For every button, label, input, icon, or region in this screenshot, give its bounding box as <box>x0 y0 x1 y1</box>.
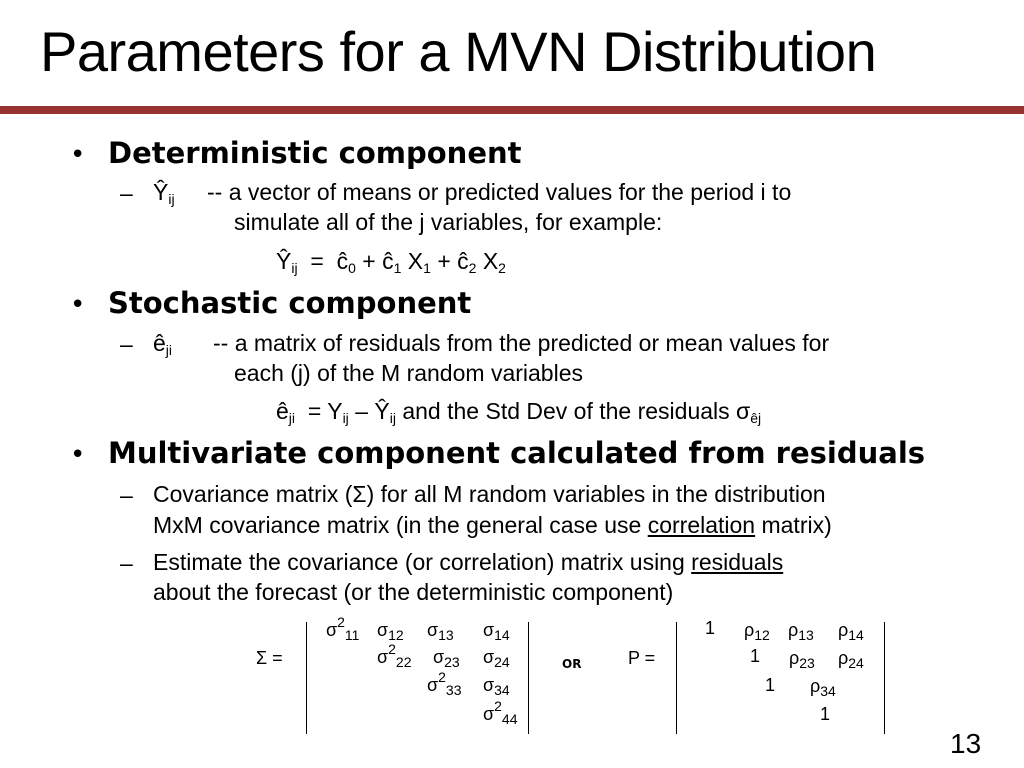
or-label: OR <box>562 657 582 671</box>
sigma-14-base: σ <box>483 620 495 640</box>
sigma-matrix-left-bar <box>306 622 307 734</box>
sigma-44-sub: 44 <box>501 711 518 727</box>
sigma-23 <box>433 647 460 668</box>
rho-12-base: ρ <box>744 620 755 640</box>
rho-23 <box>789 648 815 669</box>
sigma-33-sub: 33 <box>445 682 462 698</box>
rho-13-sub: 13 <box>798 627 814 643</box>
eq-c1: ĉ <box>382 248 394 274</box>
sigma-11-sup: 2 <box>337 614 345 630</box>
eq-y-sub: ij <box>342 410 349 426</box>
rho-24-base: ρ <box>838 648 849 668</box>
slide-title: Parameters for a MVN Distribution <box>40 20 877 83</box>
sigma-11-base: σ <box>326 620 338 640</box>
rho-12-sub: 12 <box>754 627 770 643</box>
rho-13 <box>788 620 814 641</box>
deterministic-equation <box>276 248 506 276</box>
estimate-line1 <box>153 551 783 574</box>
eq-minus-yhat: – Ŷ <box>355 398 390 424</box>
sigma-33-sup: 2 <box>438 669 446 685</box>
eq-yhat: Ŷ <box>276 248 292 274</box>
sigma-34-base: σ <box>483 675 495 695</box>
ehat-sub: ji <box>165 342 173 358</box>
dash-marker: – <box>120 482 133 508</box>
dash-marker: – <box>120 180 133 206</box>
sigma-24-base: σ <box>483 647 495 667</box>
title-divider <box>0 106 1024 114</box>
eq-equals: = <box>310 248 324 274</box>
sigma-13 <box>427 620 454 641</box>
eq-yhat2-sub: ij <box>389 410 396 426</box>
rho-24-sub: 24 <box>848 655 864 671</box>
p-matrix-left-bar <box>676 622 677 734</box>
eq-x1-sub: 1 <box>423 260 431 276</box>
dash-marker: – <box>120 331 133 357</box>
sigma-12-sub: 12 <box>388 627 404 643</box>
estimate-line2: about the forecast (or the deterministic component) <box>153 579 674 605</box>
eq-c2-sub: 2 <box>468 260 477 276</box>
sigma-44-sup: 2 <box>494 698 502 714</box>
residuals-link: residuals <box>691 549 784 575</box>
sigma-33 <box>427 669 462 698</box>
eq-c0: ĉ <box>336 248 349 274</box>
sigma-33-base: σ <box>427 675 439 695</box>
bullet-stochastic: Stochastic component <box>108 286 472 320</box>
yhat-base: Ŷ <box>153 179 169 205</box>
sigma-11-sub: 11 <box>344 627 360 643</box>
eq-plus1: + <box>362 248 376 274</box>
sigma-22-sub: 22 <box>395 654 412 670</box>
eq-c2: ĉ <box>457 248 469 274</box>
ehat-symbol <box>153 330 173 358</box>
rho-14-sub: 14 <box>848 627 864 643</box>
sigma-12-base: σ <box>377 620 389 640</box>
correlation-link: correlation <box>647 512 756 538</box>
bullet-multivariate: Multivariate component calculated from residuals <box>108 436 926 470</box>
rho-34-base: ρ <box>810 676 821 696</box>
covariance-line1: Covariance matrix (Σ) for all M random variables in the distribution <box>153 481 826 507</box>
yhat-desc-line2: simulate all of the j variables, for example: <box>234 209 663 235</box>
eq-c0-sub: 0 <box>348 260 356 276</box>
yhat-symbol <box>153 179 175 207</box>
yhat-desc-line1: -- a vector of means or predicted values for the period i to <box>207 179 792 205</box>
sigma-22 <box>377 641 412 670</box>
ehat-base: ê <box>153 330 166 356</box>
sigma-13-base: σ <box>427 620 439 640</box>
dash-marker: – <box>120 550 133 576</box>
bullet-deterministic: Deterministic component <box>108 136 522 170</box>
rho-14-base: ρ <box>838 620 849 640</box>
ehat-desc-line1: -- a matrix of residuals from the predicted or mean values for <box>213 330 830 356</box>
sigma-14-sub: 14 <box>494 627 510 643</box>
p-matrix-lhs: P = <box>628 648 656 668</box>
eq-x2-sub: 2 <box>498 260 506 276</box>
p-22: 1 <box>750 646 761 666</box>
eq-yhat-sub: ij <box>291 260 298 276</box>
sigma-13-sub: 13 <box>438 627 454 643</box>
rho-24 <box>838 648 864 669</box>
sigma-23-sub: 23 <box>444 654 460 670</box>
bullet-dot: • <box>70 440 86 470</box>
covariance-line2-b: matrix) <box>755 512 832 538</box>
eq-plus2: + <box>437 248 451 274</box>
estimate-line1-a: Estimate the covariance (or correlation) matrix using <box>153 549 692 575</box>
eq-x1: X <box>407 248 424 274</box>
sigma-matrix-lhs: Σ = <box>256 648 283 668</box>
sigma-14 <box>483 620 510 641</box>
sigma-24-sub: 24 <box>494 654 510 670</box>
sigma-22-base: σ <box>377 647 389 667</box>
sigma-23-base: σ <box>433 647 445 667</box>
rho-34-sub: 34 <box>820 683 836 699</box>
eq-ehat: ê <box>276 398 289 424</box>
bullet-dot: • <box>70 140 86 170</box>
p-11: 1 <box>705 618 716 638</box>
eq-ehat-sub: ji <box>288 410 296 426</box>
rho-23-sub: 23 <box>799 655 815 671</box>
sigma-matrix-right-bar <box>528 622 529 734</box>
sigma-44-base: σ <box>483 704 495 724</box>
sigma-22-sup: 2 <box>388 641 396 657</box>
sigma-12 <box>377 620 404 641</box>
rho-14 <box>838 620 864 641</box>
yhat-sub: ij <box>168 191 175 207</box>
rho-12 <box>744 620 770 641</box>
covariance-line2 <box>153 514 832 537</box>
page-number: 13 <box>950 728 982 759</box>
stochastic-equation <box>276 398 762 426</box>
bullet-dot: • <box>70 290 86 320</box>
eq-equals-y: = Y <box>307 398 343 424</box>
p-44: 1 <box>820 704 831 724</box>
rho-34 <box>810 676 836 697</box>
sigma-11 <box>326 614 360 643</box>
eq-x2: X <box>482 248 499 274</box>
rho-13-base: ρ <box>788 620 799 640</box>
eq-stddev-text: and the Std Dev of the residuals σ <box>402 398 751 424</box>
p-33: 1 <box>765 675 776 695</box>
sigma-34 <box>483 675 510 696</box>
sigma-24 <box>483 647 510 668</box>
ehat-desc-line2: each (j) of the M random variables <box>234 360 583 386</box>
covariance-line2-a: MxM covariance matrix (in the general case use <box>153 512 648 538</box>
eq-c1-sub: 1 <box>393 260 402 276</box>
rho-23-base: ρ <box>789 648 800 668</box>
sigma-44 <box>483 698 518 727</box>
p-matrix-right-bar <box>884 622 885 734</box>
sigma-34-sub: 34 <box>494 682 510 698</box>
eq-sigma-sub: êj <box>750 410 762 426</box>
